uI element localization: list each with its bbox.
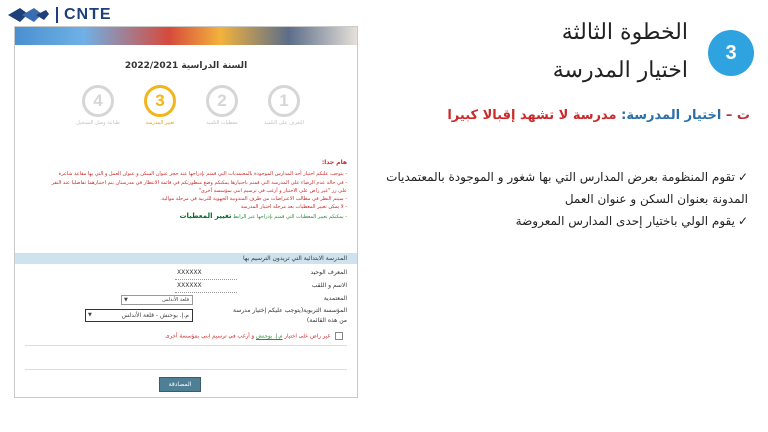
note-line: - في حالة عدم الرضاء على المدرسة التي قمتم باختيارها يمكنكم وضع منظورتكم في قائمة الانتظار في مدرستان يتم اختيارهما تفاضليا عند النقر (51, 179, 347, 186)
notes-title: هام جدا: (321, 159, 347, 166)
bullet-list (378, 166, 748, 232)
not-satisfied-option[interactable] (103, 332, 343, 340)
school-select[interactable] (85, 309, 193, 322)
change-data-link[interactable]: تغيير المعطيات (179, 211, 232, 220)
step-1-label: التعرف على التلميذ (264, 120, 304, 126)
step-2-number: 2 (206, 85, 238, 117)
not-satisfied-checkbox[interactable] (335, 332, 343, 340)
step-4-number: 4 (82, 85, 114, 117)
step-3-number: 3 (144, 85, 176, 117)
subtitle-value: مدرسة لا تشهد إقبالا كبيرا (447, 108, 617, 123)
field-label-school: المؤسسة التربوية(يتوجب عليكم إختيار مدرسة من هذه القائمة) (233, 307, 347, 324)
step-2[interactable] (193, 85, 251, 126)
field-label-id: المعرف الوحيد (310, 269, 347, 276)
step-3[interactable] (131, 85, 189, 126)
bullet-item (378, 210, 748, 232)
delegation-select-value: قلعة الأندلس (162, 297, 189, 303)
delegation-select[interactable] (121, 295, 193, 305)
change-data-line (25, 212, 347, 221)
logo-divider (56, 7, 58, 23)
school-select-value: م.إ. بوحنش - قلعة الأندلس (121, 312, 189, 319)
step-2-label: معطيات التلميذ (206, 120, 238, 126)
cnte-logo (6, 4, 112, 26)
note-line: على زر "غير راض على الاختيار و أرغب في ترسيم ابني بمؤسسة أخرى" (198, 187, 347, 194)
slide-title-line1: الخطوة الثالثة (561, 20, 688, 45)
chevron-down-icon: ▼ (124, 297, 128, 303)
step-number-badge: 3 (708, 30, 754, 76)
important-notes (25, 159, 347, 221)
divider (25, 369, 347, 370)
step-4[interactable] (69, 85, 127, 126)
subtitle-mid: اختيار المدرسة: (621, 108, 722, 123)
confirm-button[interactable]: المصادقة (159, 377, 201, 392)
field-label-name: الاسم و اللقب (311, 282, 347, 289)
stepper (69, 85, 313, 145)
field-row-id (27, 267, 347, 279)
check-icon: ✓ (737, 170, 748, 184)
chevron-down-icon: ▼ (88, 312, 92, 318)
step-3-label: تغيير المدرسة (145, 120, 175, 126)
bullet-item (378, 166, 748, 210)
change-data-hint: - يمكنكم تغيير المعطيات التي قمتم بإدراجها عبر الرابط (233, 213, 347, 220)
checkbox-label: غير راض على اختيار (284, 333, 331, 340)
logo-text: CNTE (64, 6, 112, 23)
header-banner (15, 27, 357, 45)
step-4-label: طباعة وصل التسجيل (76, 120, 120, 126)
check-icon: ✓ (737, 214, 748, 228)
step-1-number: 1 (268, 85, 300, 117)
bullet-text: تقوم المنظومة بعرض المدارس التي بها شغور و الموجودة بالمعتمديات المدونة بعنوان السكن و عنوان العمل (386, 170, 748, 206)
slide-title-line2: اختيار المدرسة (552, 58, 688, 83)
step-1[interactable] (255, 85, 313, 126)
registration-screenshot (14, 26, 358, 398)
field-row-name (27, 280, 347, 292)
field-value-name: XXXXXX (175, 280, 237, 293)
field-label-delegation: المعتمدية (323, 295, 347, 302)
subtitle-key: ت – (725, 108, 750, 123)
note-line: - لا يمكن تغيير المعطيات بعد مرحلة اختيار المدرسة (240, 204, 347, 211)
field-value-id: XXXXXX (175, 267, 237, 280)
divider (25, 345, 347, 346)
note-line: - سيتم النظر في مطالب الاعتراضات من طرف المندوبية الجهوية للتربية في مرحلة موالية. (160, 196, 347, 203)
slide-subtitle (447, 108, 750, 123)
note-line: - يتوجب عليكم اختيار أحد المدارس الموجودة بالمعتمديات التي قمتم بإدراجها عند حجز عنوان السكن و عنوان العمل و التي بها مقاعد شاغرة (58, 171, 347, 178)
form-header: المدرسة الابتدائية التي تريدون الترسيم بها (15, 253, 357, 264)
bullet-text: يقوم الولي باختيار إحدى المدارس المعروضة (515, 214, 735, 228)
cnte-logo-icon (6, 6, 50, 24)
checkbox-school: م.إ. بوحنش (255, 333, 283, 340)
checkbox-suffix: و أرغب في ترسيم ابني بمؤسسة أخرى (165, 333, 255, 340)
school-year-label: السنة الدراسية 2022/2021 (124, 61, 248, 71)
